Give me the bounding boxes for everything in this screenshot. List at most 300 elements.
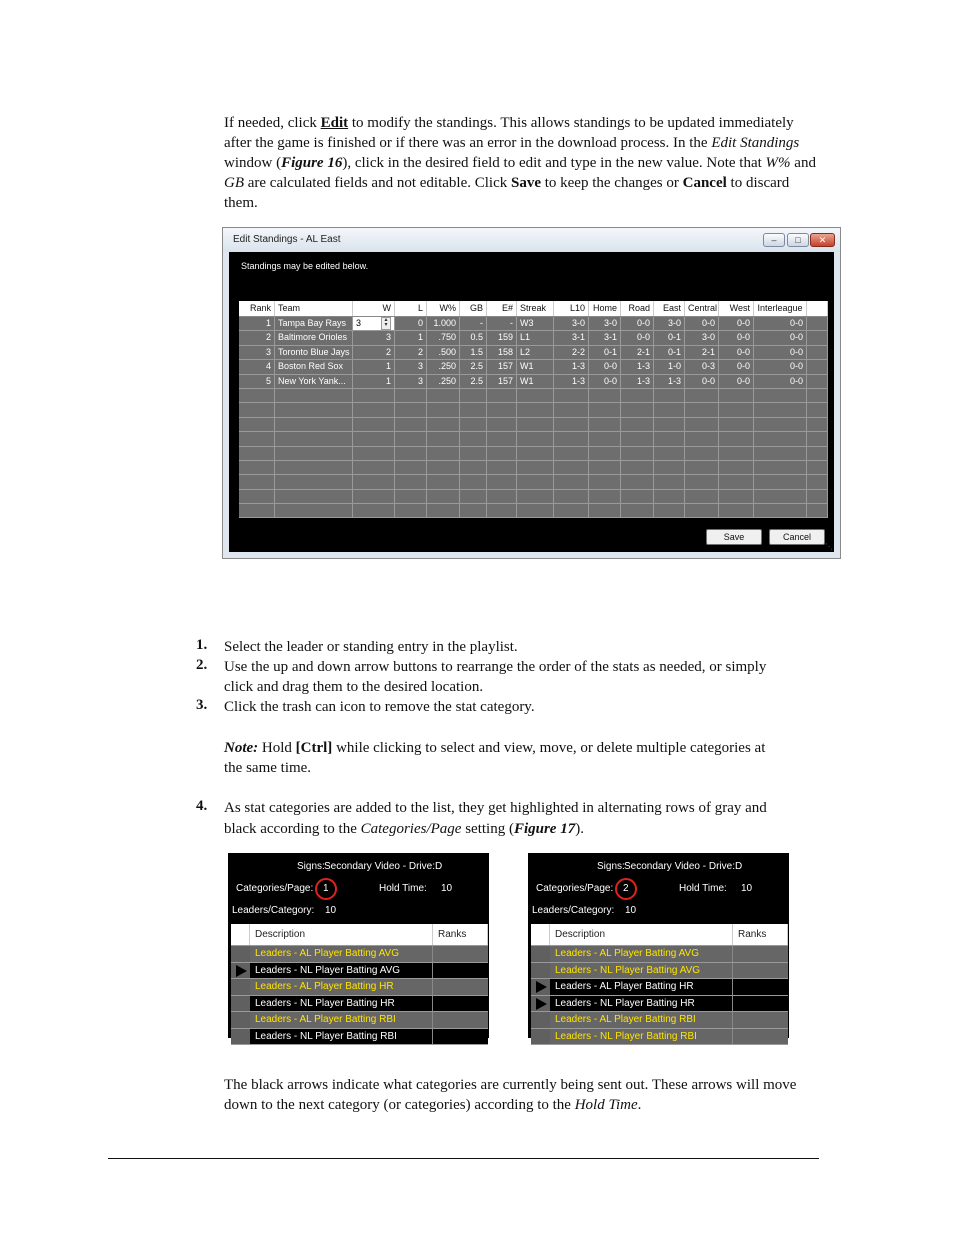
table-cell [460, 490, 487, 503]
table-row[interactable] [239, 389, 828, 403]
table-cell [621, 461, 654, 474]
table-cell[interactable]: 0-0 [754, 331, 807, 344]
table-cell [654, 447, 685, 460]
table-cell [719, 461, 754, 474]
table-cell [807, 389, 828, 402]
table-cell[interactable]: 3-1 [554, 331, 589, 344]
table-row[interactable] [239, 418, 828, 432]
table-cell [460, 447, 487, 460]
table-cell[interactable]: .750 [427, 331, 460, 344]
step-3-text: Click the trash can icon to remove the stat category. [224, 699, 535, 715]
step-4-part: setting ( [461, 821, 514, 837]
table-cell [353, 461, 395, 474]
table-cell[interactable]: 3 [353, 331, 395, 344]
table-cell[interactable]: W1 [517, 360, 554, 373]
table-cell[interactable]: .250 [427, 360, 460, 373]
table-cell [807, 346, 828, 359]
table-cell [487, 475, 517, 488]
table-cell [621, 504, 654, 517]
table-cell[interactable]: 5 [239, 375, 275, 388]
table-cell[interactable]: 0-0 [719, 346, 754, 359]
playlist-table [531, 924, 788, 1045]
grid-header [239, 301, 828, 317]
intro-text: to modify the standings. This allows standings to be updated immediately after the game is finished or if there was an error in the download process. In the [224, 115, 794, 151]
table-cell [517, 461, 554, 474]
minimize-icon[interactable]: – [763, 233, 785, 247]
table-row[interactable] [239, 360, 828, 374]
column-header[interactable]: Streak [517, 301, 554, 316]
table-cell [239, 403, 275, 416]
standings-grid [239, 301, 828, 518]
table-cell [395, 432, 427, 445]
table-cell[interactable]: L1 [517, 331, 554, 344]
wins-edit-input[interactable]: 3 [356, 318, 362, 329]
category-description: Leaders - NL Player Batting AVG [250, 963, 433, 979]
hold-time-label: Hold Time: [379, 883, 427, 894]
table-cell[interactable]: 1.5 [460, 346, 487, 359]
signs-label: Signs: [297, 861, 325, 872]
wpct-reference: W% [765, 155, 791, 171]
column-header[interactable]: Central [685, 301, 719, 316]
table-cell[interactable]: 0-0 [589, 360, 621, 373]
table-cell[interactable]: 3-0 [654, 317, 685, 330]
table-cell [719, 432, 754, 445]
edit-reference: Edit [320, 115, 349, 131]
cancel-button[interactable]: Cancel [769, 529, 825, 545]
table-cell [685, 403, 719, 416]
category-ranks [433, 946, 488, 962]
table-cell[interactable]: 3 [395, 375, 427, 388]
table-cell[interactable]: New York Yank... [275, 375, 353, 388]
table-cell[interactable]: 1 [239, 317, 275, 330]
table-cell [427, 475, 460, 488]
table-cell[interactable]: 0-0 [754, 360, 807, 373]
table-cell [719, 418, 754, 431]
table-cell [754, 403, 807, 416]
row-indicator [531, 1029, 550, 1045]
list-item[interactable] [231, 1012, 488, 1029]
table-cell[interactable]: 3 [239, 346, 275, 359]
table-cell[interactable]: Tampa Bay Rays [275, 317, 353, 330]
table-cell [554, 389, 589, 402]
table-cell [589, 418, 621, 431]
table-cell [719, 504, 754, 517]
table-cell[interactable]: 2 [353, 346, 395, 359]
table-cell [487, 418, 517, 431]
table-cell [275, 447, 353, 460]
list-item[interactable] [231, 946, 488, 963]
step-number: 2. [196, 657, 208, 673]
table-cell[interactable]: 2 [239, 331, 275, 344]
table-cell [654, 475, 685, 488]
row-indicator [531, 979, 550, 995]
column-header[interactable]: E# [487, 301, 517, 316]
table-cell [685, 447, 719, 460]
step-number: 4. [196, 798, 208, 814]
hold-time-value: 10 [441, 883, 453, 894]
column-header[interactable]: West [719, 301, 754, 316]
table-cell [395, 403, 427, 416]
column-header[interactable]: Road [621, 301, 654, 316]
close-icon[interactable]: ✕ [810, 233, 835, 247]
category-ranks [433, 1012, 488, 1028]
intro-text: ), click in the desired field to edit and type in the new value. Note that [342, 155, 766, 171]
signs-label: Signs: [597, 861, 625, 872]
table-cell[interactable]: 0-0 [685, 375, 719, 388]
table-cell [427, 461, 460, 474]
playlist-panel-2 [528, 853, 789, 1042]
table-cell [275, 475, 353, 488]
table-cell [427, 418, 460, 431]
table-cell [427, 504, 460, 517]
table-cell [460, 389, 487, 402]
table-cell [807, 490, 828, 503]
table-cell [654, 389, 685, 402]
table-cell[interactable]: 4 [239, 360, 275, 373]
table-cell[interactable]: 0-0 [719, 317, 754, 330]
column-header[interactable]: L10 [554, 301, 589, 316]
table-cell [754, 418, 807, 431]
table-cell [239, 475, 275, 488]
table-cell[interactable]: Boston Red Sox [275, 360, 353, 373]
category-ranks [433, 1029, 488, 1045]
grid-body [239, 317, 828, 518]
table-cell [654, 461, 685, 474]
table-cell[interactable]: 2 [395, 346, 427, 359]
signs-value: Secondary Video - Drive:D [324, 861, 443, 872]
category-ranks [733, 1012, 788, 1028]
table-cell [589, 403, 621, 416]
table-cell [427, 403, 460, 416]
table-cell[interactable]: 0-0 [685, 317, 719, 330]
playlist-header [231, 924, 488, 946]
leaders-category-value: 10 [325, 905, 337, 916]
table-row[interactable] [239, 447, 828, 461]
table-cell [685, 418, 719, 431]
list-item[interactable] [231, 1029, 488, 1046]
table-cell [239, 418, 275, 431]
table-cell [460, 461, 487, 474]
table-cell[interactable]: 3-0 [589, 317, 621, 330]
table-cell [807, 475, 828, 488]
indicator-header [231, 924, 250, 945]
table-cell [754, 447, 807, 460]
row-indicator [231, 963, 250, 979]
description-header[interactable]: Description [250, 924, 433, 945]
table-cell[interactable]: 1 [353, 375, 395, 388]
category-ranks [433, 996, 488, 1012]
table-cell [654, 432, 685, 445]
table-cell [589, 490, 621, 503]
maximize-icon[interactable]: □ [787, 233, 809, 247]
table-cell[interactable]: 0-0 [719, 331, 754, 344]
table-cell[interactable]: 0-0 [719, 375, 754, 388]
row-indicator [231, 1012, 250, 1028]
column-header[interactable]: Home [589, 301, 621, 316]
list-item[interactable] [231, 979, 488, 996]
table-row[interactable] [239, 403, 828, 417]
table-cell [275, 389, 353, 402]
table-cell[interactable]: 158 [487, 346, 517, 359]
category-description: Leaders - AL Player Batting RBI [550, 1012, 733, 1028]
table-cell [460, 403, 487, 416]
table-cell [754, 490, 807, 503]
intro-paragraph [224, 113, 824, 213]
window-title: Edit Standings - AL East [233, 234, 341, 245]
table-cell [275, 418, 353, 431]
table-cell[interactable]: 1.000 [427, 317, 460, 330]
column-header[interactable]: Rank [239, 301, 275, 316]
row-indicator [231, 946, 250, 962]
outro-text: . [637, 1097, 642, 1113]
table-cell [460, 504, 487, 517]
row-indicator [531, 963, 550, 979]
table-cell [427, 447, 460, 460]
table-cell[interactable]: - [487, 317, 517, 330]
highlight-circle [615, 878, 637, 900]
table-cell[interactable]: 0-0 [754, 317, 807, 330]
table-cell[interactable]: 1 [395, 331, 427, 344]
column-header[interactable]: GB [460, 301, 487, 316]
table-cell [275, 432, 353, 445]
table-cell[interactable]: 157 [487, 360, 517, 373]
table-cell [807, 360, 828, 373]
categories-page-label: Categories/Page: [236, 883, 314, 894]
table-cell [427, 432, 460, 445]
categories-page-reference: Categories/Page [360, 821, 462, 837]
table-cell[interactable]: 1 [353, 360, 395, 373]
table-cell [427, 490, 460, 503]
table-cell [395, 475, 427, 488]
table-cell[interactable]: 1-3 [654, 375, 685, 388]
table-cell [654, 490, 685, 503]
table-cell[interactable]: 0-0 [589, 375, 621, 388]
table-cell [395, 490, 427, 503]
table-cell [685, 490, 719, 503]
table-row[interactable] [239, 504, 828, 518]
table-cell[interactable]: Baltimore Orioles [275, 331, 353, 344]
step-4-text [224, 798, 799, 840]
table-cell[interactable]: W3 [517, 317, 554, 330]
table-cell [621, 418, 654, 431]
intro-text: and [790, 155, 816, 171]
table-cell[interactable]: 3-0 [554, 317, 589, 330]
list-item[interactable] [531, 946, 788, 963]
table-cell [239, 432, 275, 445]
table-cell [395, 461, 427, 474]
table-cell [460, 418, 487, 431]
category-ranks [733, 946, 788, 962]
table-cell[interactable]: 0-0 [719, 360, 754, 373]
table-cell[interactable]: 0-1 [589, 346, 621, 359]
list-item[interactable] [531, 979, 788, 996]
table-cell[interactable]: 0-0 [621, 317, 654, 330]
gb-reference: GB [224, 175, 244, 191]
category-description: Leaders - NL Player Batting RBI [550, 1029, 733, 1045]
table-cell[interactable]: 3 [395, 360, 427, 373]
table-cell [517, 389, 554, 402]
table-cell [554, 461, 589, 474]
table-row[interactable] [239, 317, 828, 331]
table-cell [685, 475, 719, 488]
table-cell[interactable]: 2-1 [621, 346, 654, 359]
step-4-part: ). [575, 821, 584, 837]
table-cell [517, 490, 554, 503]
table-cell [517, 504, 554, 517]
table-cell[interactable]: 2.5 [460, 375, 487, 388]
table-cell [487, 403, 517, 416]
table-row[interactable] [239, 375, 828, 389]
column-header[interactable]: L [395, 301, 427, 316]
table-cell [685, 389, 719, 402]
indicator-header [531, 924, 550, 945]
table-cell[interactable]: 1-3 [554, 375, 589, 388]
category-ranks [733, 979, 788, 995]
intro-text: to discard them. [224, 175, 790, 211]
table-cell [807, 447, 828, 460]
row-indicator [231, 1029, 250, 1045]
table-cell[interactable] [353, 317, 395, 330]
table-row[interactable] [239, 346, 828, 360]
category-description: Leaders - NL Player Batting HR [550, 996, 733, 1012]
table-cell[interactable]: 0-1 [654, 346, 685, 359]
step-1-text: Select the leader or standing entry in the playlist. [224, 639, 518, 655]
window-titlebar[interactable] [223, 228, 840, 252]
table-cell[interactable]: 1-3 [554, 360, 589, 373]
table-row[interactable] [239, 490, 828, 504]
category-ranks [433, 963, 488, 979]
edit-standings-window [222, 227, 841, 559]
intro-text: window ( [224, 155, 282, 171]
step-2-text: Use the up and down arrow buttons to rearrange the order of the stats as needed, or simply click and drag them to the desired location. [224, 659, 767, 695]
table-cell[interactable]: 3-1 [589, 331, 621, 344]
table-cell [754, 475, 807, 488]
table-cell [621, 432, 654, 445]
description-header[interactable]: Description [550, 924, 733, 945]
table-cell[interactable]: .500 [427, 346, 460, 359]
table-cell [275, 490, 353, 503]
list-item[interactable] [531, 1029, 788, 1046]
table-cell[interactable]: 2-2 [554, 346, 589, 359]
table-cell [427, 389, 460, 402]
list-item[interactable] [231, 996, 488, 1013]
table-cell [275, 461, 353, 474]
table-cell [807, 418, 828, 431]
table-cell [554, 447, 589, 460]
table-cell [685, 432, 719, 445]
table-cell [621, 389, 654, 402]
table-cell [239, 389, 275, 402]
spinner-arrows-icon[interactable]: ▴ ▾ [381, 317, 391, 330]
row-indicator [231, 996, 250, 1012]
table-cell [353, 432, 395, 445]
table-cell[interactable]: 2-1 [685, 346, 719, 359]
table-cell [554, 490, 589, 503]
header-filler [807, 301, 828, 316]
table-cell[interactable]: 1-0 [654, 360, 685, 373]
table-cell[interactable]: L2 [517, 346, 554, 359]
outro-paragraph [224, 1075, 814, 1115]
category-description: Leaders - NL Player Batting RBI [250, 1029, 433, 1045]
table-cell[interactable]: 1-3 [621, 375, 654, 388]
list-item[interactable] [231, 963, 488, 980]
save-button[interactable]: Save [706, 529, 762, 545]
table-cell [589, 432, 621, 445]
table-cell[interactable]: .250 [427, 375, 460, 388]
table-cell[interactable]: W1 [517, 375, 554, 388]
column-header[interactable]: East [654, 301, 685, 316]
table-cell [554, 403, 589, 416]
table-cell [353, 418, 395, 431]
table-cell[interactable]: 3-0 [685, 331, 719, 344]
row-indicator [531, 946, 550, 962]
table-cell [353, 490, 395, 503]
table-cell [807, 403, 828, 416]
table-cell [807, 317, 828, 330]
table-row[interactable] [239, 475, 828, 489]
table-cell[interactable]: Toronto Blue Jays [275, 346, 353, 359]
table-cell[interactable]: - [460, 317, 487, 330]
table-cell [654, 504, 685, 517]
category-ranks [733, 963, 788, 979]
table-cell[interactable]: 0-0 [754, 375, 807, 388]
table-cell[interactable]: 157 [487, 375, 517, 388]
table-cell[interactable]: 159 [487, 331, 517, 344]
table-cell[interactable]: 0-0 [754, 346, 807, 359]
table-cell [517, 475, 554, 488]
table-cell [275, 403, 353, 416]
table-row[interactable] [239, 331, 828, 345]
table-cell[interactable]: 1-3 [621, 360, 654, 373]
table-cell [395, 447, 427, 460]
table-cell[interactable]: 0 [395, 317, 427, 330]
table-cell [517, 447, 554, 460]
column-header[interactable]: W% [427, 301, 460, 316]
save-reference: Save [510, 175, 541, 191]
table-cell[interactable]: 0-0 [621, 331, 654, 344]
categories-page-value: 2 [623, 883, 629, 894]
window-client [229, 252, 834, 552]
playlist-panel-1 [228, 853, 489, 1042]
table-cell[interactable]: 0.5 [460, 331, 487, 344]
table-row[interactable] [239, 432, 828, 446]
edit-hint: Standings may be edited below. [241, 261, 369, 271]
table-cell[interactable]: 0-1 [654, 331, 685, 344]
table-cell [460, 432, 487, 445]
category-ranks [433, 979, 488, 995]
table-cell [719, 447, 754, 460]
outro-text: The black arrows indicate what categories are currently being sent out. These arrows will move down to the next category (or categories) according to the [224, 1077, 797, 1113]
ranks-header[interactable]: Ranks [433, 924, 488, 945]
table-cell[interactable]: 0-3 [685, 360, 719, 373]
leaders-category-label: Leaders/Category: [532, 905, 615, 916]
list-item[interactable] [531, 1012, 788, 1029]
column-header[interactable]: Team [275, 301, 353, 316]
list-item[interactable] [531, 963, 788, 980]
list-item[interactable] [531, 996, 788, 1013]
table-cell [517, 432, 554, 445]
ranks-header[interactable]: Ranks [733, 924, 788, 945]
table-cell[interactable]: 2.5 [460, 360, 487, 373]
table-cell [621, 403, 654, 416]
note-text: Hold [258, 740, 296, 756]
play-arrow-icon [536, 981, 547, 993]
column-header[interactable]: W [353, 301, 395, 316]
resize-grip-icon[interactable]: ⋱ [825, 542, 833, 551]
column-header[interactable]: Interleague [754, 301, 807, 316]
table-row[interactable] [239, 461, 828, 475]
category-description: Leaders - AL Player Batting RBI [250, 1012, 433, 1028]
